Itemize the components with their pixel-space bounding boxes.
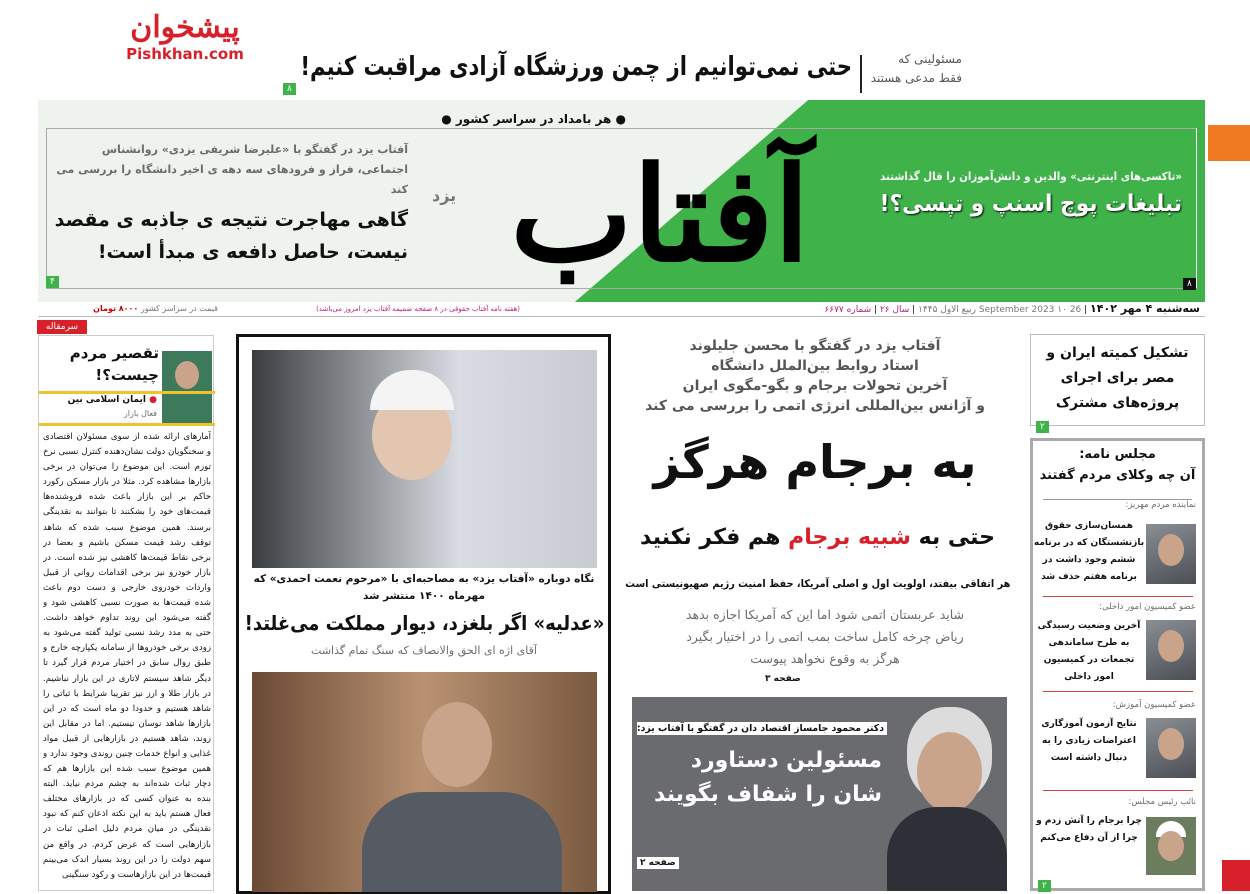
majlis-item[interactable]: نماینده مردم مهریز: همسان‌سازی حقوق بازنشستگان که در برنامه ششم وجود داشت در برنامه هفتم حذف شد xyxy=(1033,500,1196,582)
rule xyxy=(39,423,215,426)
cleric-photo xyxy=(252,350,597,568)
gray-box-headline: مسئولین دستاورد شان را شفاف بگویند xyxy=(654,748,882,807)
pishkhan-logo: پیشخوان Pishkhan.com xyxy=(126,10,244,63)
editorial-tag: سرمقاله xyxy=(37,320,87,334)
divider xyxy=(860,55,862,93)
mp-photo xyxy=(1146,620,1196,680)
interview-kicker: نگاه دوباره «آفتاب یزد» به مصاحبه‌ای با «مرحوم نعمت احمدی» که مهرماه ۱۴۰۰ منتشر شد xyxy=(253,573,595,602)
mp-photo xyxy=(1146,718,1196,778)
rule xyxy=(1043,596,1193,597)
lead-page[interactable]: صفحه ۳ xyxy=(765,674,801,684)
mp-photo xyxy=(1146,524,1196,584)
masthead-sub: یزد xyxy=(432,186,457,205)
interview-box[interactable] xyxy=(236,334,611,894)
rule xyxy=(38,316,1205,317)
orange-marker xyxy=(1208,125,1250,161)
editorial-author: ● ایمان اسلامی بین xyxy=(67,395,157,405)
gray-feature-box[interactable] xyxy=(632,697,1007,891)
left-teaser[interactable]: آفتاب یزد در گفتگو با «علیرضا شریفی یزدی» روانشناس اجتماعی، فراز و فرودهای سه دهه ی اخیر دانشگاه را بررسی می کند گاهی مهاجرت نتیجه ی جاذبه ی مقصد نیست، حاصل دافعه ی مبدأ است! xyxy=(54,143,408,263)
lead-strap: هر اتفاقی بیفتد، اولویت اول و اصلی آمریکا، حفظ امنیت رژیم صهیونیستی است xyxy=(624,578,1010,590)
editorial-body: آمارهای ارائه شده از سوی مسئولان اقتصادی و سخنگویان دولت نشان‌دهنده کنترل نسبی نرخ تورم است. این موضوع را می‌توان در برخی بازارها مشاهده کرد. مثلا در بازار مسکن رکورد حاکم بر این بازار باعث شده فروشنده‌ها قیمت‌های خود را بشکنند تا بتوانند به نقدینگی برسند. همین موضوع سبب شده که شاهد توقف رشد قیمت مسکن باشیم و بعضا در برخی نقاط قیمت‌ها کاهشی نیز شده است. در بازار خودرو نیز برخی اقدامات روانی از قبیل واردات خودروی خارجی و دست دوم باعث شده قیمت‌ها به صورت نسبی کاهشی شود و گفته می‌شود این روند تداوم خواهد داشت. حتی به مدد رشد نسبی تولید گفته می‌شود به زودی برخی خودروها از سامانه یکپارچه خارج و طبق روال سابق در اختیار مردم قرار گیرد تا دیگر شاهد سیستم لاتاری در این بازار نباشیم. در بازار طلا و ارز نیز تقریبا شرایط با ثباتی را شاهد هستیم و حدودا دو ماه است که در این بازارها شاهد نوسان نیستیم. اما در مقابل این روند، شاهد هستیم در بازارهایی از قبیل مواد غذایی و انواع خدمات چنین روندی وجود ندارد و همین موضوع سبب شده این بازارها هم که دچار ثبات شده‌اند به چشم مردم نیاید. البته بنده به عنوان کسی که در بازارهای مختلف فعال هستم باید به این نکته اذعان کنم که نبود نقدینگی در میان مردم دلیل اصلی ثبات در بازارهایی است که عرض کردم. در واقع من سهم دولت را در این روند بسیار اندک می‌بینم قیمت‌ها در این بازارهاست و رکود سنگینی xyxy=(43,432,211,880)
majlis-box: مجلس نامه: آن چه وکلای مردم گفتند xyxy=(1030,438,1205,891)
rule xyxy=(1043,691,1193,692)
mp-photo xyxy=(1146,817,1196,875)
rule xyxy=(39,391,215,394)
editorial-role: فعال بازار xyxy=(123,409,157,418)
jamsaz-photo xyxy=(882,702,1007,891)
right-teaser[interactable]: «تاکسی‌های اینترنتی» والدین و دانش‌آموزان را قال گذاشتند تبلیغات پوچ اسنپ و تپسی؟! xyxy=(879,170,1182,217)
page-badge: ۲ xyxy=(1038,880,1051,892)
gray-box-page: صفحه ۲ xyxy=(637,857,679,869)
editorial-title[interactable]: تقصیر مردم چیست؟! xyxy=(69,344,159,384)
lead-subheadline: حتی به شبیه برجام هم فکر نکنید xyxy=(640,525,995,550)
page-badge: ۸ xyxy=(283,83,296,95)
ahmadi-photo xyxy=(252,672,597,892)
page-badge: ۲ xyxy=(1036,421,1049,433)
editorial-box xyxy=(38,335,214,891)
gray-box-kicker: دکتر محمود جامساز اقتصاد دان در گفتگو با آفتاب یزد: xyxy=(637,722,887,735)
interview-sub: آقای اژه ای الحق والانصاف که سنگ تمام گذاشت xyxy=(311,644,537,657)
rule xyxy=(46,128,1197,129)
top-headline[interactable]: حتی نمی‌توانیم از چمن ورزشگاه آزادی مراقبت کنیم! xyxy=(300,52,852,82)
lead-intro: آفتاب یزد در گفتگو با محسن جلیلوند استاد روابط بین‌الملل دانشگاه آخرین تحولات برجام و بگو-مگوی ایران و آژانس بین‌المللی انرژی اتمی را بررسی می کند xyxy=(645,338,985,414)
majlis-item[interactable]: عضو کمیسیون آموزش: نتایج آزمون آموزگاری اعتراضات زیادی را به دنبال داشته است xyxy=(1033,700,1202,788)
rule xyxy=(46,128,47,288)
dateline: سه‌شنبه ۴ مهر ۱۴۰۲ | 26 September 2023 ۱۰ ربیع الاول ۱۴۴۵ | سال ۲۶ | شماره ۶۶۷۷ xyxy=(824,302,1200,315)
top-headline-kicker: مسئولینی که فقط مدعی هستند xyxy=(870,52,962,85)
rule xyxy=(1043,790,1193,791)
lead-body: شاید عربستان اتمی شود اما این که آمریکا اجازه بدهد ریاض چرخه کامل ساخت بمب اتمی را در اختیار بگیرد هرگز به وقوع نخواهد پیوست xyxy=(685,607,965,666)
majlis-item[interactable]: عضو کمیسیون امور داخلی: آخرین وضعیت رسیدگی به طرح ساماندهی تجمعات در کمیسیون امور داخلی xyxy=(1037,602,1196,682)
masthead-logo: آفتاب xyxy=(510,138,810,291)
masthead-tagline: ● هر بامداد در سراسر کشور ● xyxy=(470,112,630,126)
rule xyxy=(1196,128,1197,288)
page-badge: ۴ xyxy=(46,276,59,288)
price: قیمت در سراسر کشور ۸۰۰۰ تومان xyxy=(93,304,218,313)
page-badge: ۸ xyxy=(1183,278,1196,290)
red-marker xyxy=(1222,860,1250,891)
supplement-note: (هفته نامه آفتاب حقوقی در ۸ صفحه ضمیمه آفتاب یزد امروز می‌باشد) xyxy=(316,305,520,313)
right-box[interactable]: تشکیل کمیته ایران و مصر برای اجرای پروژه‌های مشترک xyxy=(1030,334,1205,426)
interview-headline[interactable]: «عدلیه» اگر بلغزد، دیوار مملکت می‌غلتد! xyxy=(244,611,604,635)
lead-headline[interactable]: به برجام هرگز xyxy=(653,435,977,489)
majlis-item[interactable]: نائب رئیس مجلس: چرا برجام را آتش زدم و چرا از آن دفاع می‌کنم xyxy=(1033,797,1202,877)
author-photo xyxy=(162,351,212,423)
